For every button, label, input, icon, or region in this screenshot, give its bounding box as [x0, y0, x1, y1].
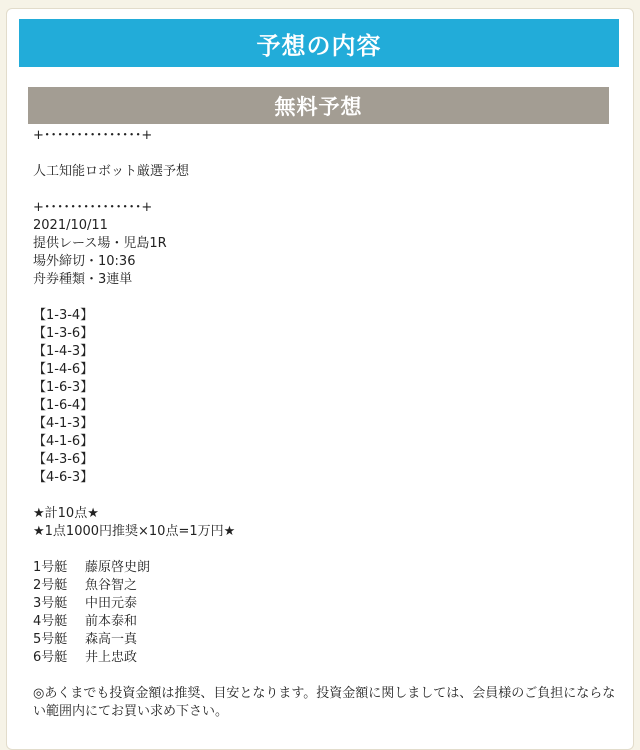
- combination-item: 【1-3-6】: [33, 326, 94, 341]
- divider-top: +･･･････････････+: [33, 128, 153, 143]
- racer-name: 森高一真: [85, 632, 138, 647]
- racer-row: [33, 595, 618, 613]
- combination-item: 【1-4-3】: [33, 344, 94, 359]
- combination-item: 【1-6-4】: [33, 398, 94, 413]
- race-deadline: 場外締切・10:36: [33, 254, 136, 269]
- racer-name: 前本泰和: [85, 614, 138, 629]
- prediction-content: [33, 127, 618, 721]
- boat-number: 1号艇: [33, 560, 68, 575]
- spacer: [33, 181, 618, 199]
- racer-row: [33, 559, 618, 577]
- spacer: [33, 487, 618, 505]
- spacer: [33, 667, 618, 685]
- combination-item: 【4-1-6】: [33, 434, 94, 449]
- recommended-bet: ★1点1000円推奨×10点=1万円★: [33, 524, 236, 539]
- section-title: 無料予想: [28, 87, 609, 124]
- racer-list: [33, 559, 618, 667]
- racer-row: [33, 577, 618, 595]
- racer-name: 藤原啓史朗: [85, 560, 151, 575]
- boat-number: 3号艇: [33, 596, 68, 611]
- racer-row: [33, 613, 618, 631]
- combination-item: 【4-1-3】: [33, 416, 94, 431]
- combination-list: [33, 307, 618, 487]
- racer-row: [33, 631, 618, 649]
- divider-bottom: +･･･････････････+: [33, 200, 153, 215]
- ticket-type: 舟券種類・3連単: [33, 272, 133, 287]
- prediction-heading: 人工知能ロボット厳選予想: [33, 164, 190, 179]
- racer-name: 中田元泰: [85, 596, 138, 611]
- racer-name: 魚谷智之: [85, 578, 138, 593]
- boat-number: 6号艇: [33, 650, 68, 665]
- investment-note: ◎あくまでも投資金額は推奨、目安となります。投資金額に関しましては、会員様のご負担にならない範囲内にてお買い求め下さい。: [33, 686, 616, 719]
- combination-item: 【1-6-3】: [33, 380, 94, 395]
- combination-item: 【4-6-3】: [33, 470, 94, 485]
- spacer: [33, 541, 618, 559]
- racer-name: 井上忠政: [85, 650, 138, 665]
- boat-number: 5号艇: [33, 632, 68, 647]
- total-points: ★計10点★: [33, 506, 99, 521]
- boat-number: 4号艇: [33, 614, 68, 629]
- combination-item: 【1-3-4】: [33, 308, 94, 323]
- page-title: 予想の内容: [19, 19, 619, 67]
- race-date: 2021/10/11: [33, 218, 108, 233]
- combination-item: 【4-3-6】: [33, 452, 94, 467]
- spacer: [33, 145, 618, 163]
- boat-number: 2号艇: [33, 578, 68, 593]
- spacer: [33, 289, 618, 307]
- combination-item: 【1-4-6】: [33, 362, 94, 377]
- racer-row: [33, 649, 618, 667]
- race-venue: 提供レース場・児島1R: [33, 236, 167, 251]
